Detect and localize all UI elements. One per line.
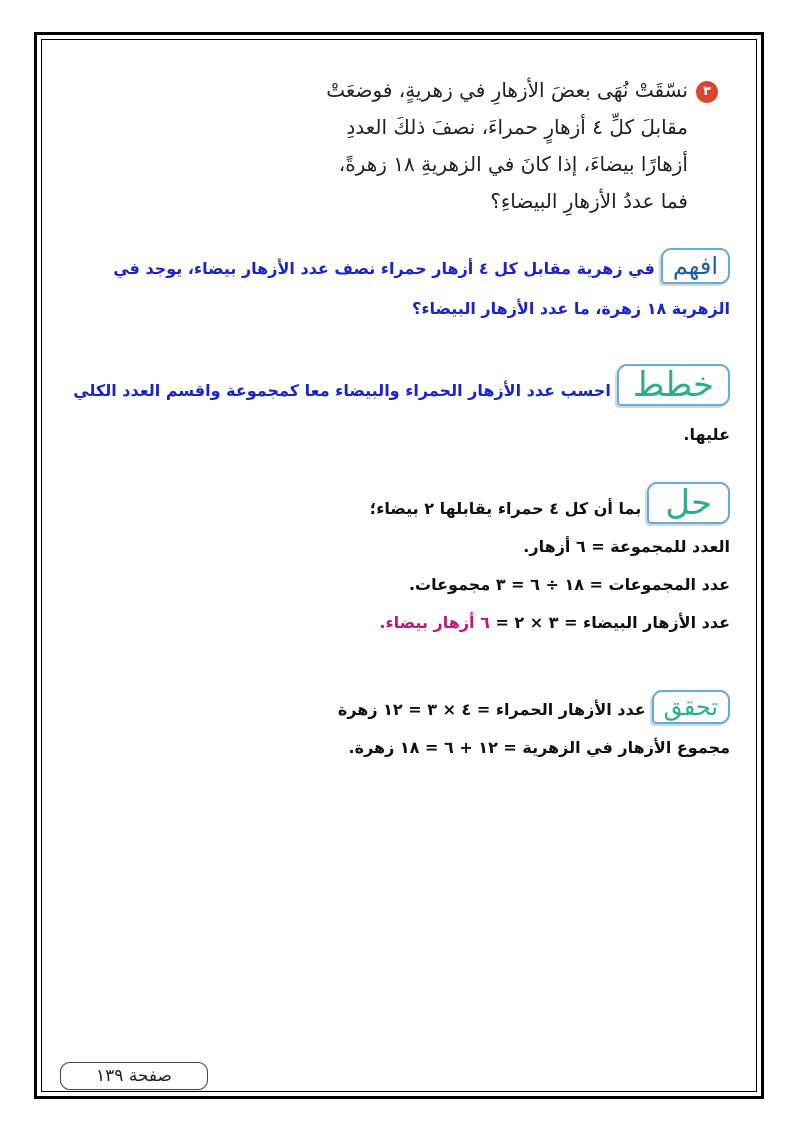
problem-number-badge: ٣ <box>696 81 718 103</box>
problem-statement <box>158 72 718 220</box>
understand-section <box>113 248 730 327</box>
solve-line-4-equation: عدد الأزهار البيضاء = ٣ × ٢ = <box>489 613 730 632</box>
plan-section <box>73 364 730 455</box>
solve-tag: حل <box>647 482 730 524</box>
problem-line-3: أزهارًا بيضاءَ، إذا كانَ في الزهريةِ ١٨ زهرةً، <box>338 152 688 176</box>
problem-line-2: مقابلَ كلِّ ٤ أزهارٍ حمراءَ، نصفَ ذلكَ العددِ <box>346 115 688 139</box>
understand-line-2: الزهرية ١٨ زهرة، ما عدد الأزهار البيضاء؟ <box>412 299 730 318</box>
problem-line-4: فما عددُ الأزهارِ البيضاءِ؟ <box>490 189 688 213</box>
problem-line-1: نسّقَتْ نُهَى بعضَ الأزهارِ في زهريةٍ، فوضعَتْ <box>326 78 688 102</box>
solve-line-2: العدد للمجموعة = ٦ أزهار. <box>523 537 730 556</box>
solve-section <box>370 482 730 642</box>
check-line-1: عدد الأزهار الحمراء = ٤ × ٣ = ١٢ زهرة <box>337 700 646 719</box>
plan-line-2: عليها. <box>683 425 730 444</box>
solve-answer: ٦ أزهار بيضاء. <box>379 613 490 632</box>
plan-tag: خطط <box>617 364 730 406</box>
check-section <box>338 690 730 767</box>
check-line-2: مجموع الأزهار في الزهرية = ١٢ + ٦ = ١٨ زهرة. <box>348 738 730 757</box>
page-number: صفحة ١٣٩ <box>60 1062 208 1090</box>
solve-line-3: عدد المجموعات = ١٨ ÷ ٦ = ٣ مجموعات. <box>408 575 730 594</box>
understand-line-1: في زهرية مقابل كل ٤ أزهار حمراء نصف عدد الأزهار بيضاء، يوجد في <box>113 259 655 278</box>
check-tag: تحقق <box>652 690 730 724</box>
understand-tag: افهم <box>661 248 730 284</box>
solve-line-1: بما أن كل ٤ حمراء يقابلها ٢ بيضاء؛ <box>369 499 642 518</box>
plan-line-1: احسب عدد الأزهار الحمراء والبيضاء معا كمجموعة واقسم العدد الكلي <box>73 381 611 400</box>
